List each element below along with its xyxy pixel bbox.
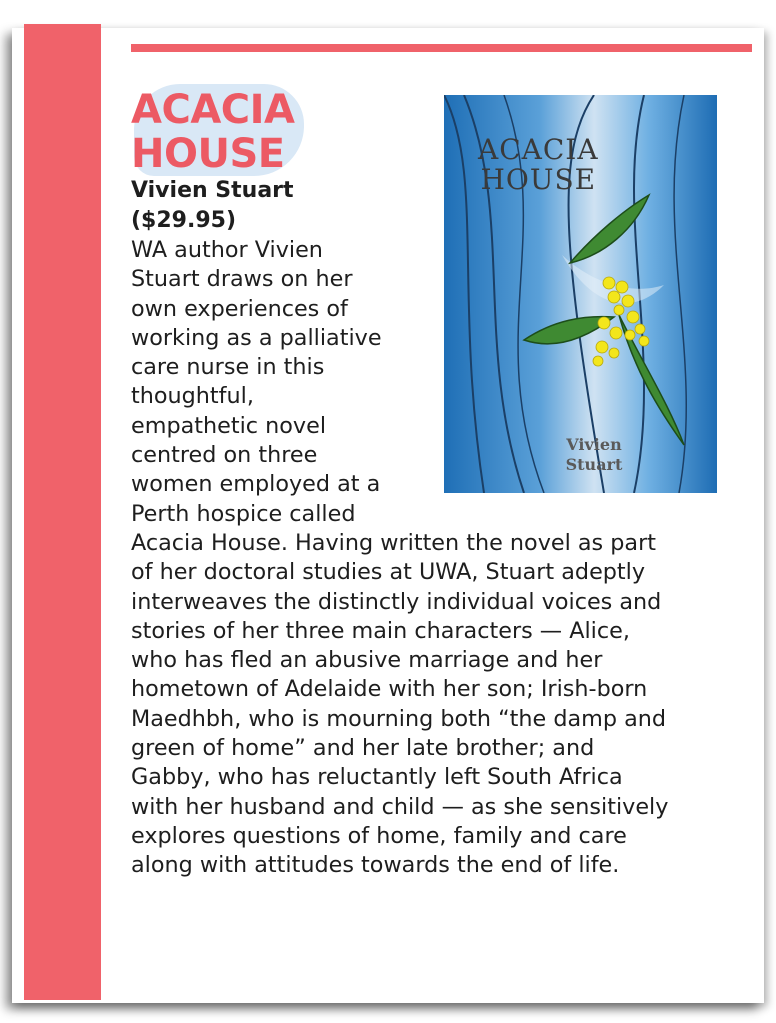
- body-line: care nurse in this: [131, 354, 325, 381]
- body-line: of her doctoral studies at UWA, Stuart adeptly: [131, 559, 646, 586]
- body-line: along with attitudes towards the end of life.: [131, 852, 620, 879]
- top-accent-rule: [131, 44, 752, 52]
- book-cover-image: [444, 95, 717, 493]
- cover-title: [478, 135, 599, 195]
- book-price: ($29.95): [131, 208, 237, 233]
- accent-side-bar: [24, 24, 101, 1000]
- body-line: stories of her three main characters — Alice,: [131, 617, 630, 644]
- body-line: centred on three: [131, 442, 318, 469]
- body-line: empathetic novel: [131, 412, 327, 439]
- body-line: working as a palliative: [131, 324, 382, 351]
- body-line: interweaves the distinctly individual voices and: [131, 588, 662, 615]
- body-line: own experiences of: [131, 295, 348, 322]
- body-line: explores questions of home, family and care: [131, 822, 627, 849]
- book-title-line-1: ACACIA: [131, 87, 295, 133]
- body-line: Perth hospice called: [131, 500, 356, 527]
- cover-author: [554, 435, 634, 475]
- body-line: Gabby, who has reluctantly left South Africa: [131, 764, 623, 791]
- cover-title-line-2: HOUSE: [480, 163, 597, 196]
- body-line: hometown of Adelaide with her son; Irish-born: [131, 676, 648, 703]
- body-line: women employed at a: [131, 471, 381, 498]
- body-line: Stuart draws on her: [131, 266, 353, 293]
- body-line: green of home” and her late brother; and: [131, 735, 595, 762]
- author-name: Vivien Stuart: [131, 178, 294, 203]
- book-title: [131, 88, 294, 176]
- body-line: with her husband and child — as she sensitively: [131, 793, 669, 820]
- body-line: WA author Vivien: [131, 237, 323, 263]
- body-line: thoughtful,: [131, 383, 254, 410]
- body-line: who has fled an abusive marriage and her: [131, 647, 603, 674]
- cover-author-line-1: Vivien: [566, 435, 622, 454]
- cover-author-line-2: Stuart: [565, 455, 623, 474]
- body-line: Maedhbh, who is mourning both “the damp and: [131, 705, 667, 732]
- cover-title-line-1: ACACIA: [478, 133, 599, 166]
- body-line: Acacia House. Having written the novel as part: [131, 529, 656, 556]
- book-title-line-2: HOUSE: [131, 131, 285, 177]
- author-and-price: [131, 176, 294, 236]
